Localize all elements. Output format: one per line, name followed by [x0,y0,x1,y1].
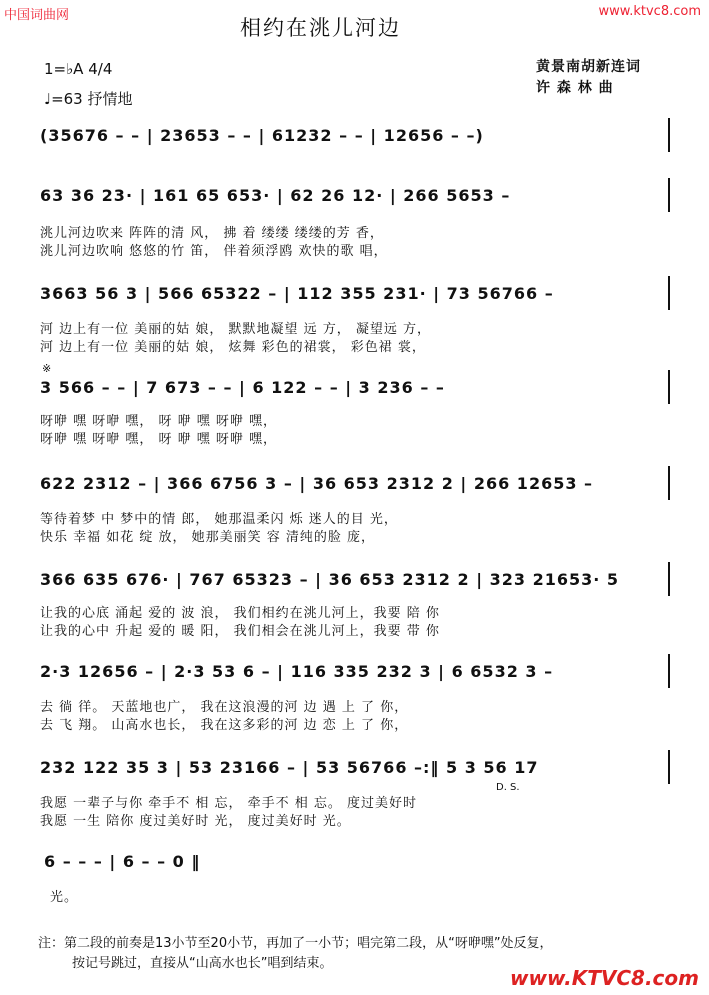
notation-line: 366 635 676· | 767 65323 – | 36 653 2312 2 | 323 21653· 5 [40,570,620,589]
system-end-barline [668,750,670,784]
notation-line: 63 36 23· | 161 65 653· | 62 26 12· | 266 5653 – [40,186,511,205]
footnote-line-1: 注：第二段的前奏是13小节至20小节，再加了一小节；唱完第二段，从“呀咿嘿”处反复， [38,936,553,951]
lyrics-verse-1: 我愿 一辈子与你 牵手不 相 忘， 牵手不 相 忘。 度过美好时 [40,796,418,811]
system-end-barline [668,276,670,310]
watermark-right: www.ktvc8.com [598,4,701,19]
lyrics-verse-1: 等待着梦 中 梦中的情 郎， 她那温柔闪 烁 迷人的目 光， [40,512,398,527]
notation-line: 6 – – – | 6 – – 0 ‖ [44,852,201,871]
lyrics-verse-1: 呀咿 嘿 呀咿 嘿， 呀 咿 嘿 呀咿 嘿， [40,414,278,429]
notation-line: (35676 – – | 23653 – – | 61232 – – | 12656 – –) [40,126,484,145]
tempo-marking: ♩=63 抒情地 [44,90,133,108]
notation-line: 3 566 – – | 7 673 – – | 6 122 – – | 3 236 – – [40,378,445,397]
lyrics-verse-1: 让我的心底 涌起 爱的 波 浪， 我们相约在洮儿河上，我要 陪 你 [40,606,440,621]
notation-line: 2·3 12656 – | 2·3 53 6 – | 116 335 232 3 | 6 6532 3 – [40,662,554,681]
lyrics-verse-2: 洮儿河边吹响 悠悠的竹 笛， 伴着须浮鸥 欢快的歌 唱， [40,244,388,259]
system-end-barline [668,118,670,152]
composer-credit: 许 森 林 曲 [536,80,614,96]
notation-line: 3663 56 3 | 566 65322 – | 112 355 231· | 73 56766 – [40,284,554,303]
watermark-bottom: www.KTVC8.com [510,966,699,990]
system-end-barline [668,466,670,500]
lyrics-verse-2: 去 飞 翔。 山高水也长， 我在这多彩的河 边 恋 上 了 你， [40,718,409,733]
song-title: 相约在洮儿河边 [240,16,401,40]
lyrics-verse-1: 去 徜 徉。 天蓝地也广， 我在这浪漫的河 边 遇 上 了 你， [40,700,409,715]
lyrics-verse-2: 快乐 幸福 如花 绽 放， 她那美丽笑 容 清纯的脸 庞， [40,530,376,545]
footnote-line-2: 按记号跳过，直接从“山高水也长”唱到结束。 [72,956,333,971]
lyricist-credit: 黄景南胡新连词 [536,59,641,75]
notation-line: 622 2312 – | 366 6756 3 – | 36 653 2312 2 | 266 12653 – [40,474,594,493]
lyrics-verse-1: 光。 [50,890,79,905]
lyrics-verse-1: 河 边上有一位 美丽的姑 娘， 默默地凝望 远 方， 凝望远 方， [40,322,432,337]
dal-segno-mark: D. S. [496,782,520,793]
lyrics-verse-1: 洮儿河边吹来 阵阵的清 风， 拂 着 缕缕 缕缕的芳 香， [40,226,384,241]
lyrics-verse-2: 呀咿 嘿 呀咿 嘿， 呀 咿 嘿 呀咿 嘿， [40,432,278,447]
segno-sign: ※ [42,362,52,375]
watermark-left: 中国词曲网 [4,8,70,23]
notation-line: 232 122 35 3 | 53 23166 – | 53 56766 –:‖ 5 3 56 17 [40,758,539,777]
lyrics-verse-2: 河 边上有一位 美丽的姑 娘， 炫舞 彩色的裙裳， 彩色裙 裳， [40,340,426,355]
system-end-barline [668,178,670,212]
system-end-barline [668,562,670,596]
lyrics-verse-2: 我愿 一生 陪你 度过美好时 光， 度过美好时 光。 [40,814,351,829]
lyrics-verse-2: 让我的心中 升起 爱的 暖 阳， 我们相会在洮儿河上，我要 带 你 [40,624,440,639]
system-end-barline [668,654,670,688]
system-end-barline [668,370,670,404]
key-signature: 1=♭A 4/4 [44,60,113,78]
